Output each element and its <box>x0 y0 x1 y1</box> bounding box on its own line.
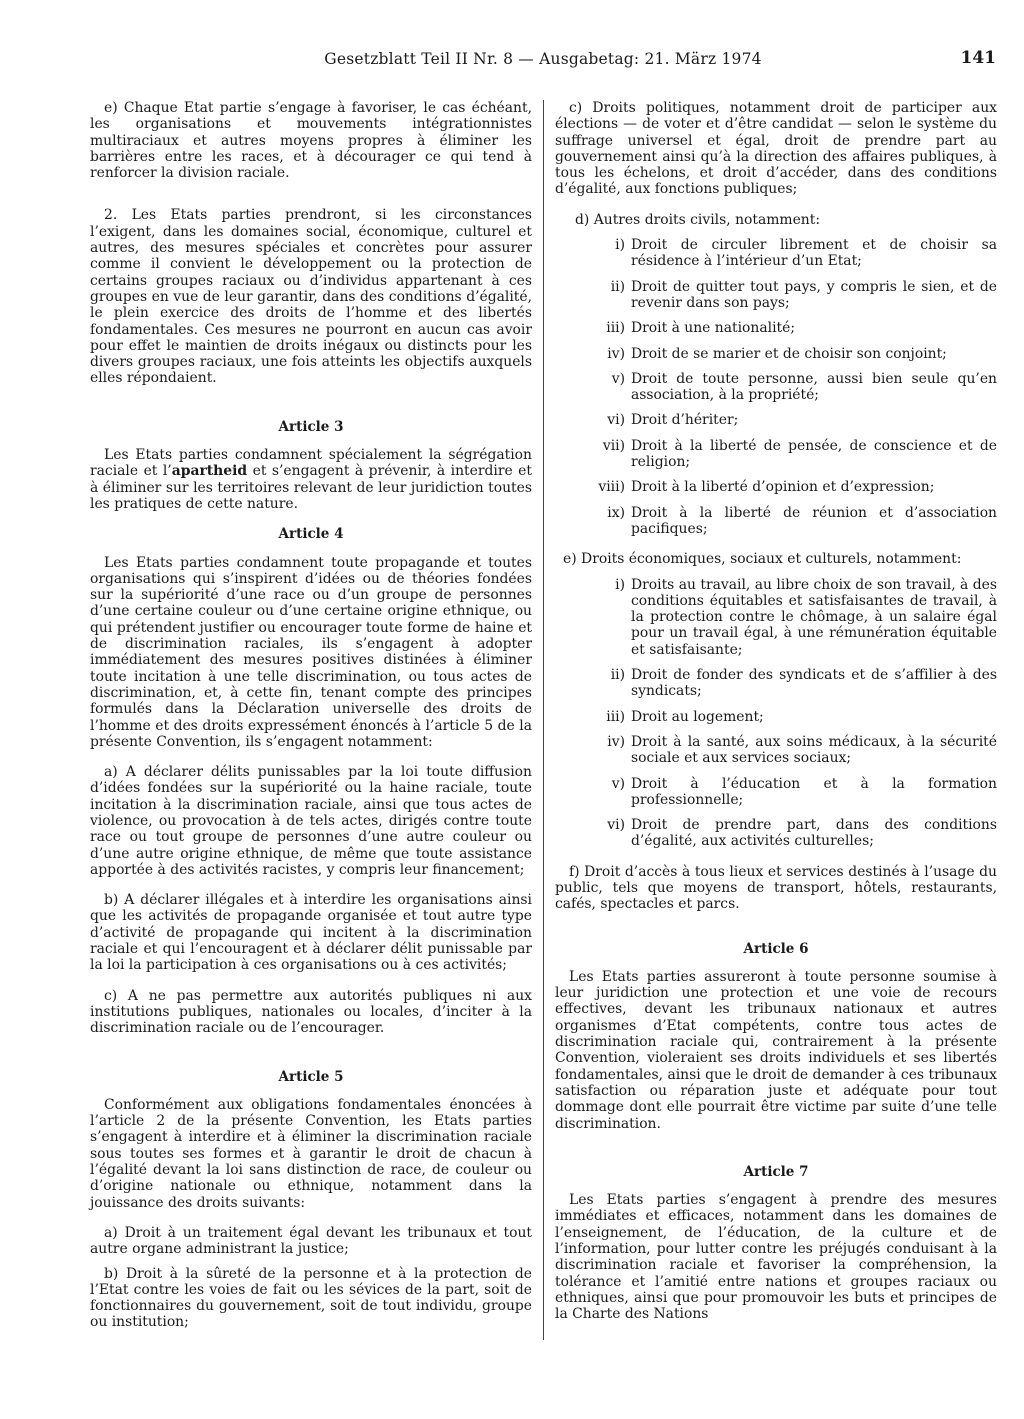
article-6-heading: Article 6 <box>743 940 809 957</box>
list-item <box>555 505 997 538</box>
list-item <box>555 709 997 725</box>
list-item <box>555 577 997 658</box>
list-item-number: i) <box>615 576 625 593</box>
list-item <box>555 734 997 767</box>
article-5-intro: Conformément aux obligations fondamentales énoncées à l’article 2 de la présente Convention, les Etats parties s’engagent à interdire et à éliminer la discrimination raciale sous toutes ses formes et à garantir le droit de chacun à l’égalité devant la loi sans distinction de race, de couleur ou d’origine nationale ou ethnique, notamment dans la jouissance des droits suivants: <box>90 1096 532 1211</box>
article-3-heading: Article 3 <box>278 418 344 435</box>
article-5-item-e-intro: e) Droits économiques, sociaux et culturels, notamment: <box>563 551 962 568</box>
civil-rights-list <box>555 237 997 537</box>
list-item <box>555 667 997 700</box>
article-5-item-d-intro: d) Autres droits civils, notamment: <box>575 211 821 228</box>
list-item-text: Droit à la liberté de pensée, de conscience et de religion; <box>631 437 997 471</box>
article-5-item-b: b) Droit à la sûreté de la personne et à la protection de l’Etat contre les voies de fait ou les sévices de la part, soit de fonctionnaires du gouvernement, soit de tout individu, groupe ou institution; <box>90 1265 532 1331</box>
list-item <box>555 438 997 471</box>
article-3-text <box>90 447 532 512</box>
list-item-number: viii) <box>598 479 625 496</box>
article-4-intro: Les Etats parties condamnent toute propagande et toutes organisations qui s’inspirent d’idées ou de théories fondées sur la supériorité d’une race ou d’un groupe de personnes d’une certaine couleur ou d’une certaine origine ethnique, ou qui prétendent justifier ou encourager toute forme de haine et de discrimination raciales, ils s’engagent à adopter immédiatement des mesures positives distinées à éliminer toute incitation à une telle discrimination, ou tous actes de discrimination, et, à cette fin, tenant compte des principes formulés dans la Déclaration universelle des droits de l’homme et des droits expressément énoncés à l’article 5 de la présente Convention, ils s’engagent notamment: <box>90 554 532 750</box>
list-item <box>555 346 997 362</box>
article-5-item-a: a) Droit à un traitement égal devant les tribunaux et tout autre organe administrant la justice; <box>90 1224 532 1258</box>
article-7-text: Les Etats parties s’engagent à prendre des mesures immédiates et efficaces, notamment dans les domaines de l’enseignement, de l’éducation, de la culture et de l’information, pour lutter contre les préjugés conduisant à la discrimination raciale et favoriser la compréhension, la tolérance et l’amitié entre nations et groupes raciaux ou ethniques, ainsi que pour promouvoir les buts et principes de la Charte des Nations <box>555 1192 997 1323</box>
list-item-number: ix) <box>607 504 625 521</box>
list-item <box>555 479 997 495</box>
list-item <box>555 776 997 809</box>
page-header <box>90 44 996 84</box>
list-item-text: Droit au logement; <box>631 708 764 725</box>
article-3-term-apartheid: apartheid <box>171 463 248 480</box>
list-item-text: Droit de circuler librement et de choisir sa résidence à l’intérieur d’un Etat; <box>631 237 997 270</box>
article-2-paragraph-2: 2. Les Etats parties prendront, si les circonstances l’exigent, dans les domaines social, économique, culturel et autres, des mesures spéciales et concrètes pour assurer comme il convient le développement ou la protection de certains groupes raciaux ou d’individus appartenant à ces groupes en vue de leur garantir, dans des conditions d’égalité, le plein exercice des droits de l’homme et des libertés fondamentales. Ces mesures ne pourront en aucun cas avoir pour effet le maintien de droits inégaux ou distincts pour les divers groupes raciaux, une fois atteints les objectifs auxquels elles répondaient. <box>90 207 532 387</box>
list-item-number: iii) <box>606 708 625 725</box>
article-5-heading: Article 5 <box>278 1068 344 1085</box>
list-item-text: Droit de prendre part, dans des conditions d’égalité, aux activités culturelles; <box>631 817 997 850</box>
list-item-number: iv) <box>607 733 625 750</box>
list-item-number: iv) <box>607 345 625 362</box>
list-item-number: vi) <box>607 412 625 429</box>
list-item-number: vii) <box>602 437 625 454</box>
list-item-text: Droit à une nationalité; <box>631 320 796 337</box>
list-item-text: Droit à la santé, aux soins médicaux, à la sécurité sociale et aux services sociaux; <box>631 733 997 767</box>
article-5-item-f: f) Droit d’accès à tous lieux et services destinés à l’usage du public, tels que moyens de transport, hôtels, restaurants, cafés, spectacles et parcs. <box>555 863 997 913</box>
list-item-number: ii) <box>610 667 625 684</box>
list-item-text: Droit de toute personne, aussi bien seule qu’en association, à la propriété; <box>631 370 997 404</box>
list-item <box>555 817 997 850</box>
article-3-text-before: Les Etats parties condamnent spécialement la ségrégation raciale et l’ <box>90 447 532 480</box>
list-item-number: iii) <box>606 320 625 337</box>
article-3-text-after: et s’engagent à prévenir, à interdire et à éliminer sur les territoires relevant de leur juridiction toutes les pratiques de cette nature. <box>90 463 532 512</box>
economic-rights-list <box>555 577 997 850</box>
list-item-text: Droit à l’éducation et à la formation professionnelle; <box>631 775 997 808</box>
list-item-text: Droit de se marier et de choisir son conjoint; <box>631 345 947 362</box>
column-divider <box>543 100 544 1340</box>
list-item-text: Droit à la liberté d’opinion et d’expression; <box>631 479 935 496</box>
article-6-text: Les Etats parties assureront à toute personne soumise à leur juridiction une protection et une voie de recours effectives, devant les tribunaux nationaux et autres organismes d’Etat compétents, contre tous actes de discrimination raciale qui, contrairement à la présente Convention, violeraient ses droits individuels et ses libertés fondamentales, ainsi que le droit de demander à ces tribunaux satisfaction ou réparation juste et adéquate pour tout dommage dont elle pourrait être victime par suite d’une telle discrimination. <box>555 968 997 1132</box>
page-number: 141 <box>960 48 996 68</box>
list-item <box>555 279 997 312</box>
list-item-number: v) <box>611 370 625 387</box>
list-item-text: Droit de fonder des syndicats et de s’affilier à des syndicats; <box>631 667 997 700</box>
list-item-text: Droit d’hériter; <box>631 412 739 429</box>
list-item-text: Droit de quitter tout pays, y compris le sien, et de revenir dans son pays; <box>631 278 997 311</box>
article-4-heading: Article 4 <box>278 526 344 543</box>
list-item-number: i) <box>615 237 625 254</box>
article-5-item-c: c) Droits politiques, notamment droit de participer aux élections — de voter et d’être candidat — selon le système du suffrage universel et égal, droit de prendre part au gouvernement ainsi qu’à la direction des affaires publiques, à tous les échelons, et droit d’accéder, dans des conditions d’égalité, aux fonctions publiques; <box>555 100 997 198</box>
list-item <box>555 320 997 336</box>
list-item-text: Droits au travail, au libre choix de son travail, à des conditions équitables et satisfaisantes de travail, à la protection contre le chômage, à un salaire égal pour un travail égal, à une rémunération équitable et satisfaisante; <box>631 576 997 658</box>
article-4-item-c: c) A ne pas permettre aux autorités publiques ni aux institutions publiques, nationales ou locales, d’inciter à la discrimination raciale ou de l’encourager. <box>90 987 532 1037</box>
list-item-number: ii) <box>610 278 625 295</box>
article-7-heading: Article 7 <box>743 1163 809 1180</box>
left-column <box>90 100 532 1331</box>
article-4-item-b: b) A déclarer illégales et à interdire les organisations ainsi que les activités de propagande organisée et tout autre type d’activité de propagande qui incitent à la discrimination raciale et qui l’encouragent et à déclarer délit punissable par la loi la participation à ces organisations ou à ces activités; <box>90 892 532 974</box>
right-column <box>555 100 997 1323</box>
list-item <box>555 237 997 270</box>
list-item-text: Droit à la liberté de réunion et d’association pacifiques; <box>631 504 997 537</box>
article-2-item-e: e) Chaque Etat partie s’engage à favoriser, le cas échéant, les organisations et mouvements intégrationnistes multiraciaux et autres moyens propres à éliminer les barrières entre les races, et à décourager ce qui tend à renforcer la division raciale. <box>90 100 532 182</box>
list-item <box>555 371 997 404</box>
list-item-number: vi) <box>607 817 625 834</box>
gazette-title: Gesetzblatt Teil II Nr. 8 — Ausgabetag: 21. März 1974 <box>324 50 762 68</box>
article-4-item-a: a) A déclarer délits punissables par la loi toute diffusion d’idées fondées sur la supériorité ou la haine raciale, toute incitation à la discrimination raciale, ainsi que tous actes de violence, ou provocation à de tels actes, dirigés contre toute race ou tout groupe de personnes d’une autre couleur ou d’une autre origine ethnique, de même que toute assistance apportée à des activités racistes, y compris leur financement; <box>90 764 532 878</box>
list-item <box>555 412 997 428</box>
list-item-number: v) <box>611 775 625 792</box>
